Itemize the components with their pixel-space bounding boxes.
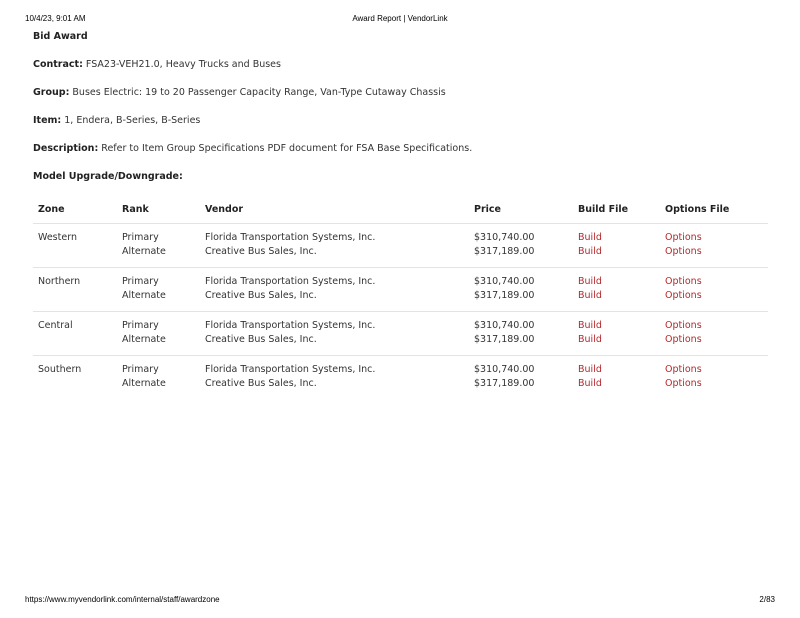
award-table-header [33,203,768,224]
options-file-link[interactable]: Options [665,232,702,243]
rank-cell: Primary [122,320,159,331]
column-header-vendor: Vendor [200,203,469,224]
price-cell: $310,740.00 [474,320,535,331]
vendor-cell: Creative Bus Sales, Inc. [205,290,317,301]
award-report [33,30,768,389]
item-value: 1, Endera, B-Series, B-Series [64,115,201,126]
vendor-cell: Florida Transportation Systems, Inc. [205,320,376,331]
zone-cell: Central [38,320,73,331]
contract-value: FSA23-VEH21.0, Heavy Trucks and Buses [85,59,281,70]
table-row [33,356,768,400]
table-row [33,268,768,312]
print-datetime: 10/4/23, 9:01 AM [25,14,86,23]
description-field [33,142,768,155]
description-value: Refer to Item Group Specifications PDF document for FSA Base Specifications. [101,143,473,154]
price-cell: $310,740.00 [474,276,535,287]
column-header-build-file: Build File [573,203,660,224]
group-value: Buses Electric: 19 to 20 Passenger Capacity Range, Van-Type Cutaway Chassis [72,87,446,98]
options-file-link[interactable]: Options [665,276,702,287]
options-file-link[interactable]: Options [665,334,702,345]
column-header-price: Price [469,203,573,224]
zone-cell: Northern [38,276,81,287]
page-number: 2/83 [759,595,775,604]
description-label: Description: [33,143,99,154]
rank-cell: Primary [122,276,159,287]
rank-cell: Alternate [122,378,166,389]
item-field [33,114,768,127]
rank-cell: Primary [122,232,159,243]
group-field [33,86,768,99]
zone-cell: Southern [38,364,82,375]
table-row [33,224,768,268]
print-page-title: Award Report | VendorLink [352,14,448,23]
build-file-link[interactable]: Build [578,334,602,345]
price-cell: $317,189.00 [474,334,535,345]
build-file-link[interactable]: Build [578,290,602,301]
column-header-zone: Zone [33,203,117,224]
award-table [33,203,768,399]
vendor-cell: Florida Transportation Systems, Inc. [205,232,376,243]
build-file-link[interactable]: Build [578,276,602,287]
zone-cell: Western [38,232,77,243]
price-cell: $310,740.00 [474,232,535,243]
vendor-cell: Florida Transportation Systems, Inc. [205,276,376,287]
options-file-link[interactable]: Options [665,290,702,301]
vendor-cell: Florida Transportation Systems, Inc. [205,364,376,375]
build-file-link[interactable]: Build [578,378,602,389]
price-cell: $317,189.00 [474,246,535,257]
vendor-cell: Creative Bus Sales, Inc. [205,246,317,257]
rank-cell: Primary [122,364,159,375]
model-upgrade-field [33,170,768,183]
build-file-link[interactable]: Build [578,246,602,257]
column-header-rank: Rank [117,203,200,224]
item-label: Item: [33,115,62,126]
column-header-options-file: Options File [660,203,768,224]
print-url: https://www.myvendorlink.com/internal/staff/awardzone [25,595,220,604]
group-label: Group: [33,87,70,98]
contract-label: Contract: [33,59,83,70]
rank-cell: Alternate [122,246,166,257]
vendor-cell: Creative Bus Sales, Inc. [205,334,317,345]
price-cell: $317,189.00 [474,290,535,301]
options-file-link[interactable]: Options [665,364,702,375]
rank-cell: Alternate [122,290,166,301]
contract-field [33,58,768,71]
table-row [33,312,768,356]
options-file-link[interactable]: Options [665,246,702,257]
build-file-link[interactable]: Build [578,320,602,331]
options-file-link[interactable]: Options [665,320,702,331]
page-title: Bid Award [33,31,88,42]
options-file-link[interactable]: Options [665,378,702,389]
model-upgrade-label: Model Upgrade/Downgrade: [33,171,183,182]
price-cell: $310,740.00 [474,364,535,375]
build-file-link[interactable]: Build [578,232,602,243]
price-cell: $317,189.00 [474,378,535,389]
build-file-link[interactable]: Build [578,364,602,375]
rank-cell: Alternate [122,334,166,345]
vendor-cell: Creative Bus Sales, Inc. [205,378,317,389]
